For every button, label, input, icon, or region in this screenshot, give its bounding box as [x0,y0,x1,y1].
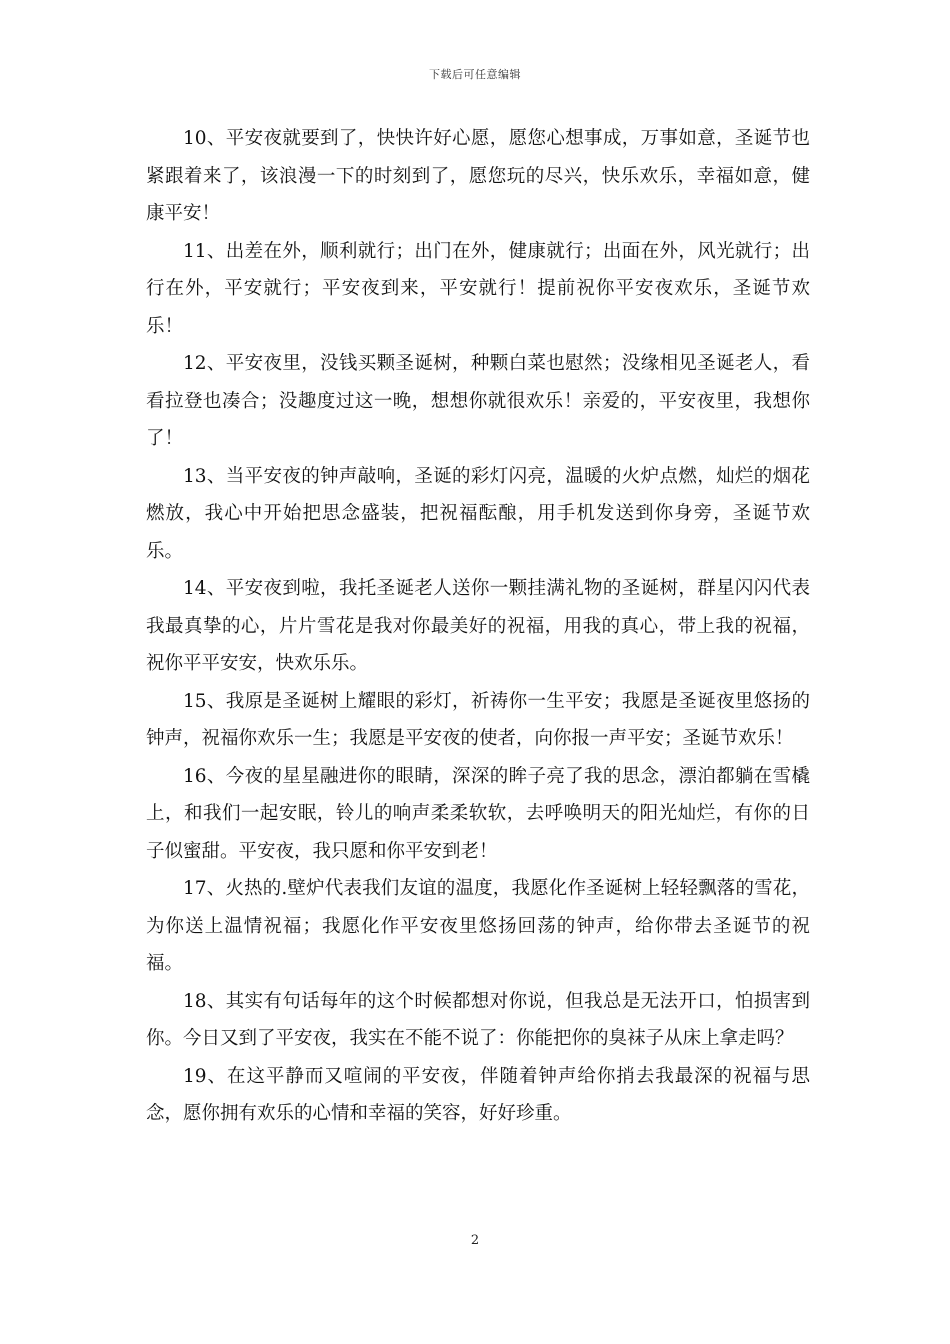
paragraph-15: 15、我原是圣诞树上耀眼的彩灯，祈祷你一生平安；我愿是圣诞夜里悠扬的钟声，祝福你欢乐一生；我愿是平安夜的使者，向你报一声平安；圣诞节欢乐！ [146,690,810,749]
paragraph-16: 16、今夜的星星融进你的眼睛，深深的眸子亮了我的思念，漂泊都躺在雪橇上，和我们一起安眠，铃儿的响声柔柔软软，去呼唤明天的阳光灿烂，有你的日子似蜜甜。平安夜，我只愿和你平安到老！ [146,765,810,862]
paragraph-13: 13、当平安夜的钟声敲响，圣诞的彩灯闪亮，温暖的火炉点燃，灿烂的烟花燃放，我心中开始把思念盛装，把祝福酝酿，用手机发送到你身旁，圣诞节欢乐。 [146,465,810,562]
paragraph-18: 18、其实有句话每年的这个时候都想对你说，但我总是无法开口，怕损害到你。今日又到了平安夜，我实在不能不说了：你能把你的臭袜子从床上拿走吗？ [146,990,810,1049]
paragraph-12: 12、平安夜里，没钱买颗圣诞树，种颗白菜也慰然；没缘相见圣诞老人，看看拉登也凑合；没趣度过这一晚，想想你就很欢乐！亲爱的，平安夜里，我想你了！ [146,353,810,449]
paragraph-11: 11、出差在外，顺利就行；出门在外，健康就行；出面在外，风光就行；出行在外，平安就行；平安夜到来，平安就行！提前祝你平安夜欢乐，圣诞节欢乐！ [146,240,810,337]
paragraph-14: 14、平安夜到啦，我托圣诞老人送你一颗挂满礼物的圣诞树，群星闪闪代表我最真挚的心，片片雪花是我对你最美好的祝福，用我的真心，带上我的祝福，祝你平平安安，快欢乐乐。 [146,578,810,674]
page-number: 2 [470,1233,480,1248]
page-header: 下载后可任意编辑 [429,68,521,81]
paragraph-19: 19、在这平静而又喧闹的平安夜，伴随着钟声给你捎去我最深的祝福与思念，愿你拥有欢乐的心情和幸福的笑容，好好珍重。 [146,1065,810,1124]
document-body [146,120,810,1133]
paragraph-10: 10、平安夜就要到了，快快许好心愿，愿您心想事成，万事如意，圣诞节也紧跟着来了，该浪漫一下的时刻到了，愿您玩的尽兴，快乐欢乐，幸福如意，健康平安！ [146,128,810,224]
paragraph-17: 17、火热的.壁炉代表我们友谊的温度，我愿化作圣诞树上轻轻飘落的雪花，为你送上温情祝福；我愿化作平安夜里悠扬回荡的钟声，给你带去圣诞节的祝福。 [146,878,810,974]
